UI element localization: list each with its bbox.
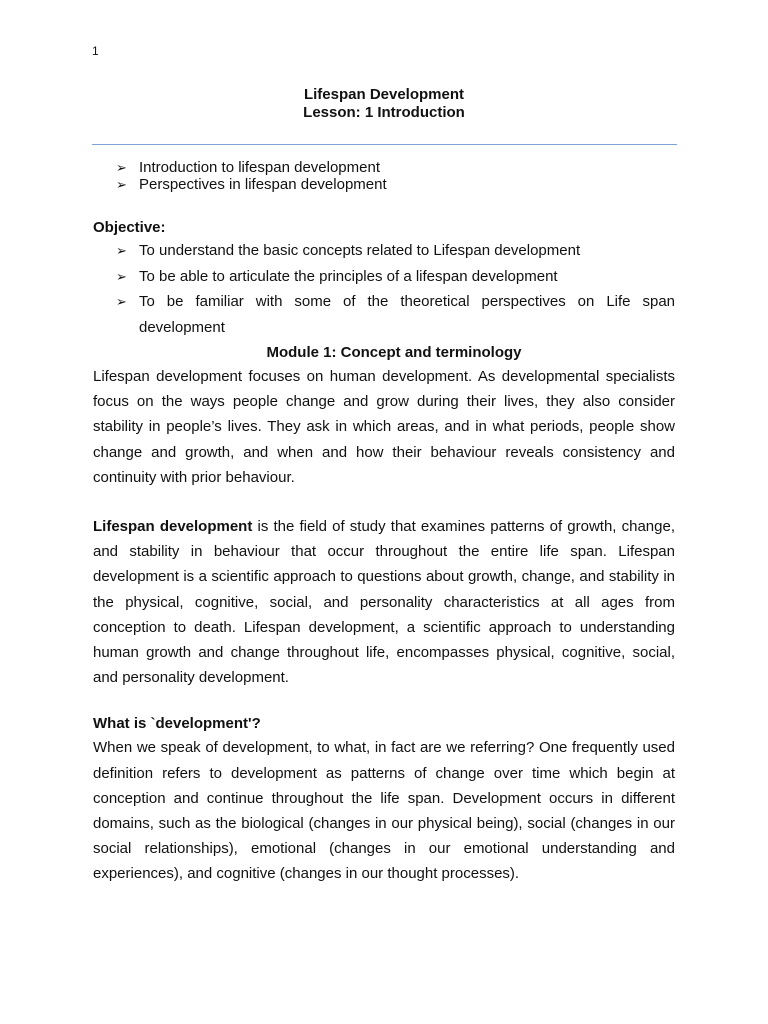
title-line-2: Lesson: 1 Introduction <box>303 104 465 121</box>
title-divider <box>92 144 677 145</box>
list-item <box>93 264 675 290</box>
topic-text: Introduction to lifespan development <box>139 159 380 176</box>
paragraph: Lifespan development focuses on human development. As developmental specialists focus on the ways people change and grow during their lives, they also consider stability in people’s lives. They ask in which areas, and in what periods, people show change and growth, and when and how their behaviour reveals consistency and continuity with prior behaviour. <box>93 368 675 486</box>
arrow-bullet-icon: ➢ <box>116 243 127 258</box>
topic-list <box>93 159 675 193</box>
list-item <box>93 289 675 340</box>
paragraph <box>93 514 675 690</box>
bold-term: Lifespan development <box>93 518 253 536</box>
arrow-bullet-icon: ➢ <box>116 294 127 309</box>
topic-text: Perspectives in lifespan development <box>139 176 387 193</box>
page-number: 1 <box>92 44 99 58</box>
list-item <box>93 159 675 176</box>
list-item <box>93 238 675 264</box>
section-heading: What is `development'? <box>93 715 261 733</box>
list-item <box>93 176 675 193</box>
paragraph-text: is the field of study that examines patterns of growth, change, and stability in behaviour that occur throughout the entire life span. Lifespan development is a scientific approach to questions about growth, change, and stability in the physical, cognitive, social, and personality characteristics at all ages from conception to death. Lifespan development, a scientific approach to understanding human growth and change throughout life, encompasses physical, cognitive, social, and personality development. <box>93 518 675 687</box>
objective-list <box>93 238 675 340</box>
arrow-bullet-icon: ➢ <box>116 268 127 284</box>
arrow-bullet-icon: ➢ <box>116 160 127 175</box>
document-title <box>0 86 768 122</box>
objective-text: To be familiar with some of the theoretical perspectives on Life span development <box>139 293 675 336</box>
document-body <box>93 159 675 887</box>
arrow-bullet-icon: ➢ <box>116 177 127 192</box>
module-heading: Module 1: Concept and terminology <box>266 344 522 361</box>
paragraph: When we speak of development, to what, in fact are we referring? One frequently used definition refers to development as patterns of change over time which begin at conception and continue throughout the life span. Development occurs in different domains, such as the biological (changes in our physical being), social (changes in our social relationships), emotional (changes in our emotional understanding and experiences), and cognitive (changes in our thought processes). <box>93 739 675 883</box>
objective-text: To understand the basic concepts related to Lifespan development <box>139 242 581 259</box>
objective-heading: Objective: <box>93 219 166 236</box>
title-line-1: Lifespan Development <box>303 86 465 103</box>
objective-text: To be able to articulate the principles of a lifespan development <box>139 267 558 285</box>
